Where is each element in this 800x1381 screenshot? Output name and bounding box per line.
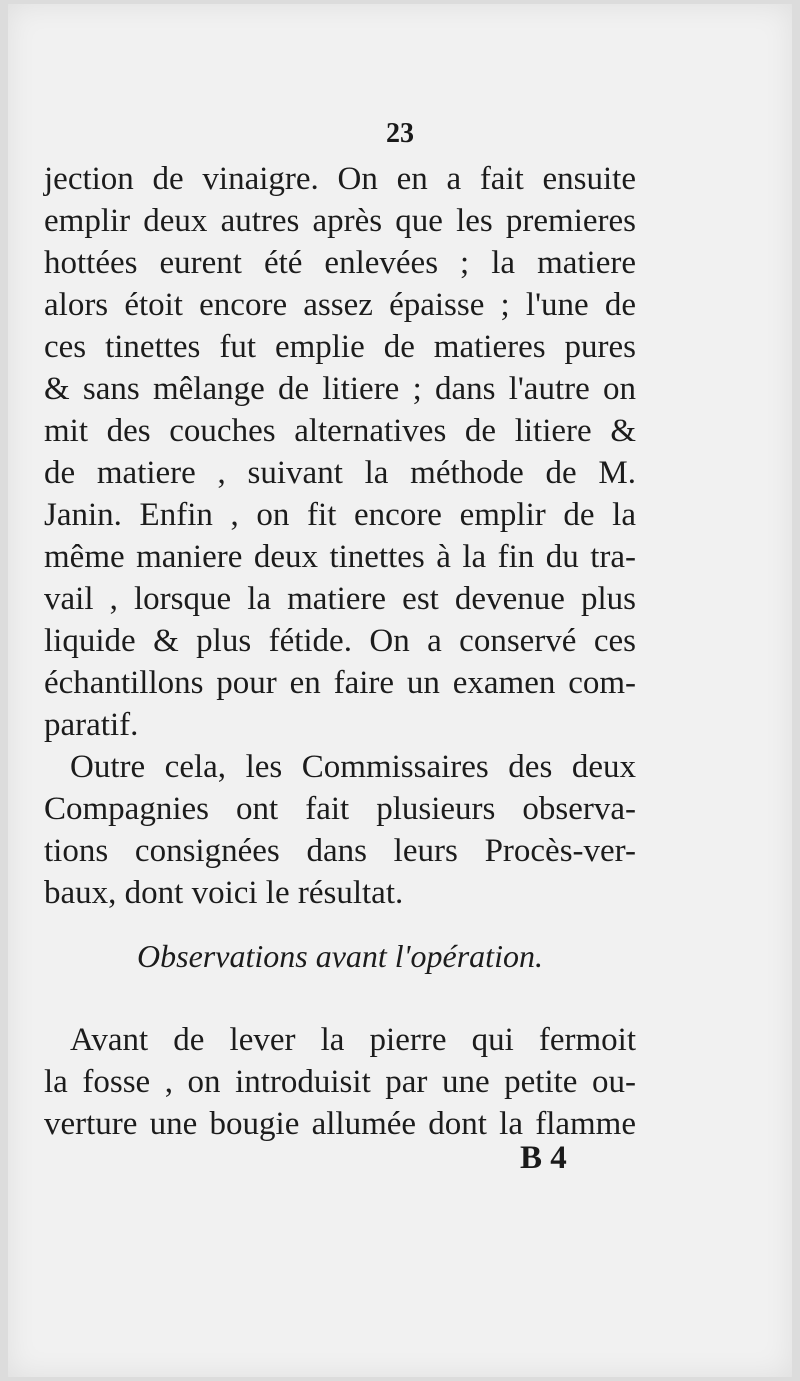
signature-mark: B 4: [520, 1140, 567, 1176]
body-text-continued: [44, 1020, 636, 1146]
text-line: & sans mêlange de litiere ; dans l'autre on: [44, 371, 636, 407]
text-line: jection de vinaigre. On en a fait ensuite: [44, 161, 636, 197]
text-line: échantillons pour en faire un examen com-: [44, 665, 636, 701]
text-line: alors étoit encore assez épaisse ; l'une de: [44, 287, 636, 323]
text-line: même maniere deux tinettes à la fin du tra-: [44, 539, 636, 575]
text-line: tions consignées dans leurs Procès-ver-: [44, 833, 636, 869]
text-line: la fosse , on introduisit par une petite ou-: [44, 1064, 636, 1100]
body-text: [44, 158, 636, 914]
section-heading: Observations avant l'opération.: [137, 938, 543, 974]
text-line: Janin. Enfin , on fit encore emplir de la: [44, 497, 636, 533]
text-line: de matiere , suivant la méthode de M.: [44, 455, 636, 491]
text-line: Compagnies ont fait plusieurs observa-: [44, 791, 636, 827]
text-line: Outre cela, les Commissaires des deux: [70, 749, 636, 785]
text-line: liquide & plus fétide. On a conservé ces: [44, 623, 636, 659]
text-line: baux, dont voici le résultat.: [44, 875, 404, 911]
text-line: Avant de lever la pierre qui fermoit: [70, 1022, 636, 1058]
text-line: hottées eurent été enlevées ; la matiere: [44, 245, 636, 281]
text-line: vail , lorsque la matiere est devenue plus: [44, 581, 636, 617]
text-line: paratif.: [44, 707, 139, 743]
text-line: mit des couches alternatives de litiere &: [44, 413, 636, 449]
text-line: emplir deux autres après que les premieres: [44, 203, 636, 239]
page-number: 23: [386, 118, 414, 149]
text-line: ces tinettes fut emplie de matieres pures: [44, 329, 636, 365]
text-line: verture une bougie allumée dont la flamme: [44, 1106, 636, 1142]
